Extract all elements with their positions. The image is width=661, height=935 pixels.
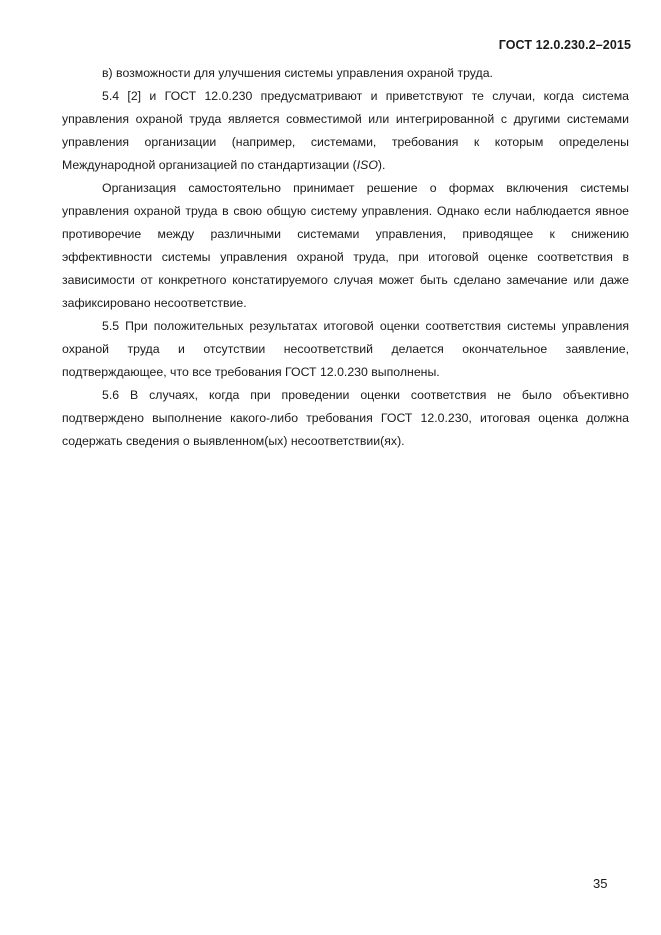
document-header: ГОСТ 12.0.230.2–2015 xyxy=(498,38,631,52)
paragraph-organization: Организация самостоятельно принимает решение о формах включения системы управления охраной труда в свою общую систему управления. Однако если наблюдается явное противоречие между различными системами управления, приводящее к снижению эффективности системы управления охраной труда, при итоговой оценке соответствия в зависимости от конкретного констатируемого случая может быть сделано замечание или даже зафиксировано несоответствие. xyxy=(62,181,629,310)
paragraph-5-4 xyxy=(62,85,629,177)
document-body xyxy=(62,62,629,453)
paragraph-item-v: в) возможности для улучшения системы управления охраной труда. xyxy=(102,66,493,80)
paragraph-5-6: 5.6 В случаях, когда при проведении оценки соответствия не было объективно подтверждено выполнение какого-либо требования ГОСТ 12.0.230, итоговая оценка должна содержать сведения о выявленном(ых) несоответствии(ях). xyxy=(62,388,629,448)
page-number: 35 xyxy=(593,876,608,891)
paragraph-5-4-text: 5.4 [2] и ГОСТ 12.0.230 предусматривают и приветствуют те случаи, когда система управления охраной труда является совместимой или интегрированной с другими системами управления организации (например, системами, требования к которым определены Международной организацией по стандартизации ( xyxy=(62,89,629,172)
iso-abbreviation: ISO xyxy=(356,158,378,172)
paragraph-5-5: 5.5 При положительных результатах итоговой оценки соответствия системы управления охраной труда и отсутствии несоответствий делается окончательное заявление, подтверждающее, что все требования ГОСТ 12.0.230 выполнены. xyxy=(62,319,629,379)
paragraph-5-4-end: ). xyxy=(377,158,386,172)
